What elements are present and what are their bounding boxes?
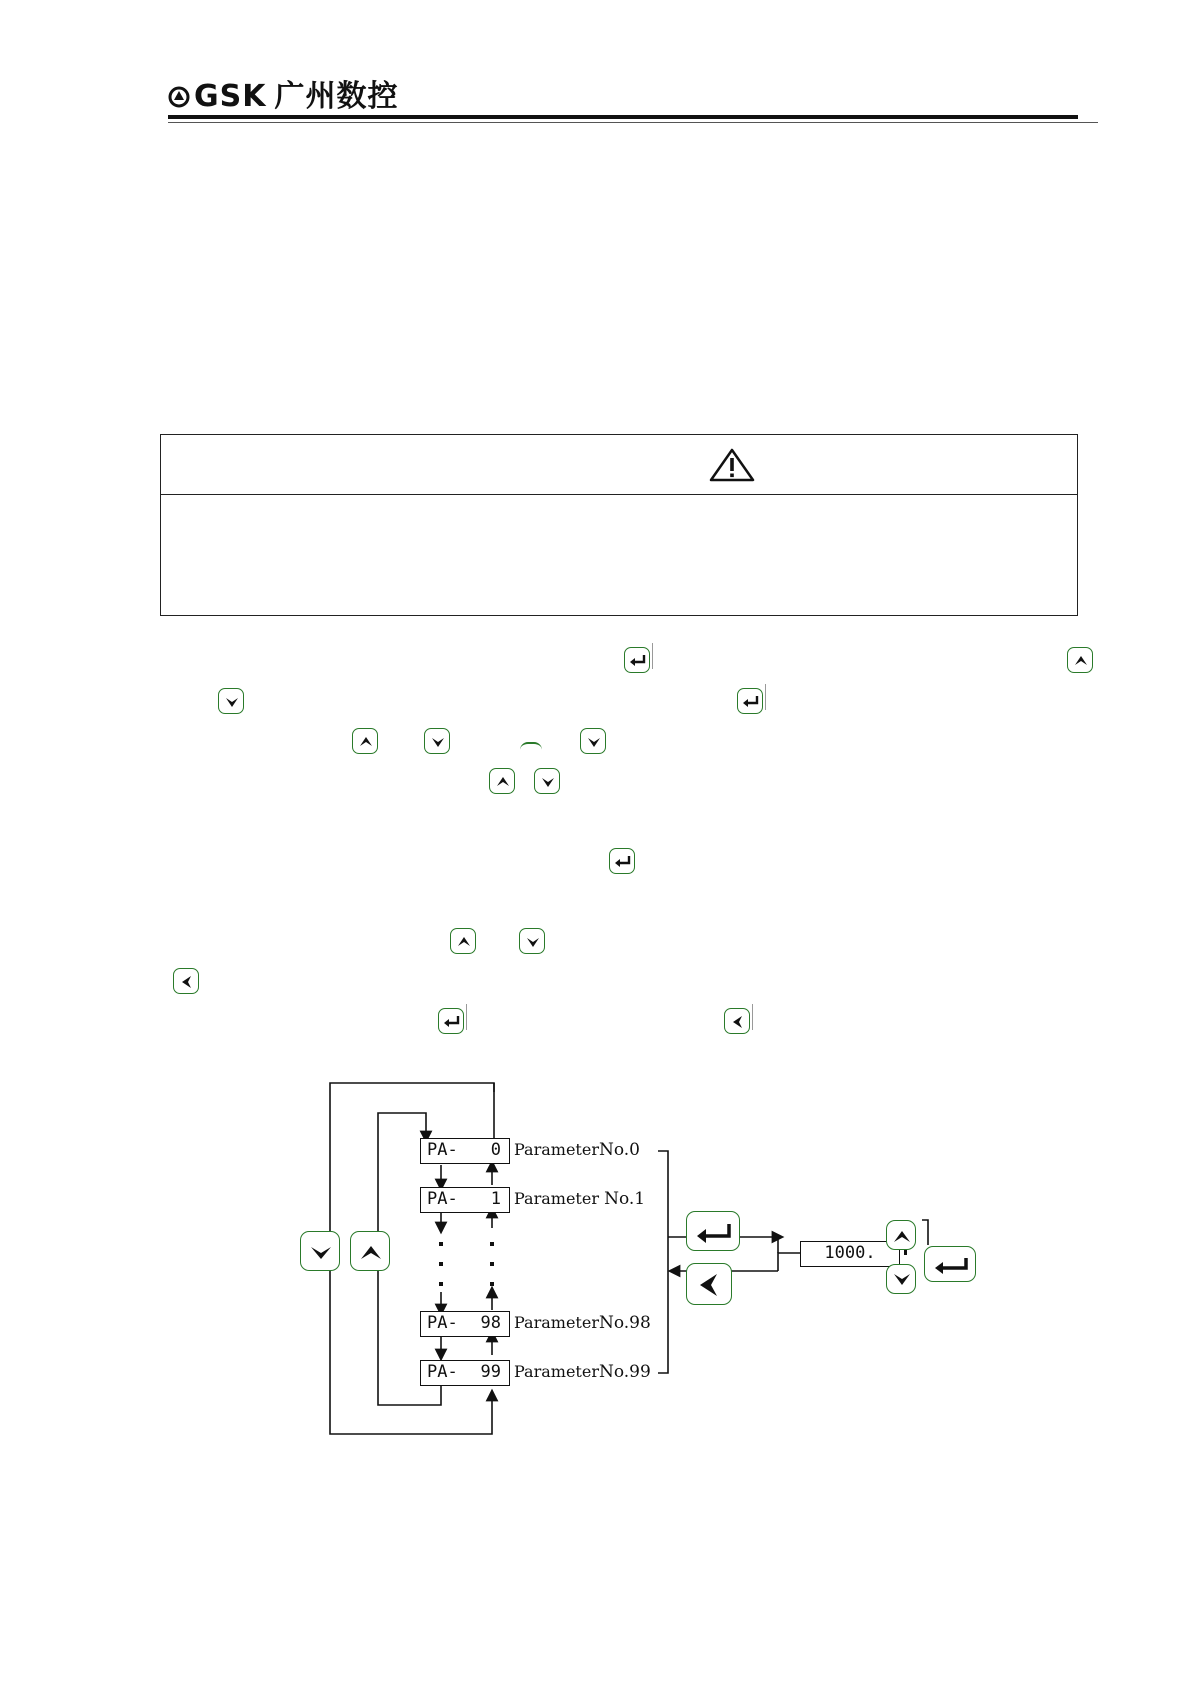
param-label-1: Parameter No.1 [514,1189,646,1209]
up-arrow-icon [351,1232,391,1272]
up-arrow-icon [887,1221,917,1251]
param-label-0: ParameterNo.0 [514,1140,640,1160]
param-display-0: PA- 0 [420,1138,510,1164]
up-key-small[interactable] [886,1220,916,1250]
enter-arrow-icon [925,1247,977,1283]
param-display-1: PA- 1 [420,1187,510,1213]
down-arrow-icon [887,1265,917,1295]
down-arrow-icon [301,1232,341,1272]
enter-key-small[interactable] [924,1246,976,1282]
brand-name: GSK [194,79,267,114]
param-display-98: PA- 98 [420,1311,510,1337]
company-name: 广州数控 [274,79,399,114]
down-key-small[interactable] [886,1264,916,1294]
param-label-98: ParameterNo.98 [514,1313,651,1333]
up-key-large[interactable] [350,1231,390,1271]
param-label-99: ParameterNo.99 [514,1362,651,1382]
enter-key-large[interactable] [686,1211,740,1251]
left-key-large[interactable] [686,1263,732,1305]
enter-arrow-icon [687,1212,741,1252]
param-display-99: PA- 99 [420,1360,510,1386]
down-key-large[interactable] [300,1231,340,1271]
parameter-value-display: 1000. [800,1241,900,1267]
left-arrow-icon [687,1264,733,1306]
